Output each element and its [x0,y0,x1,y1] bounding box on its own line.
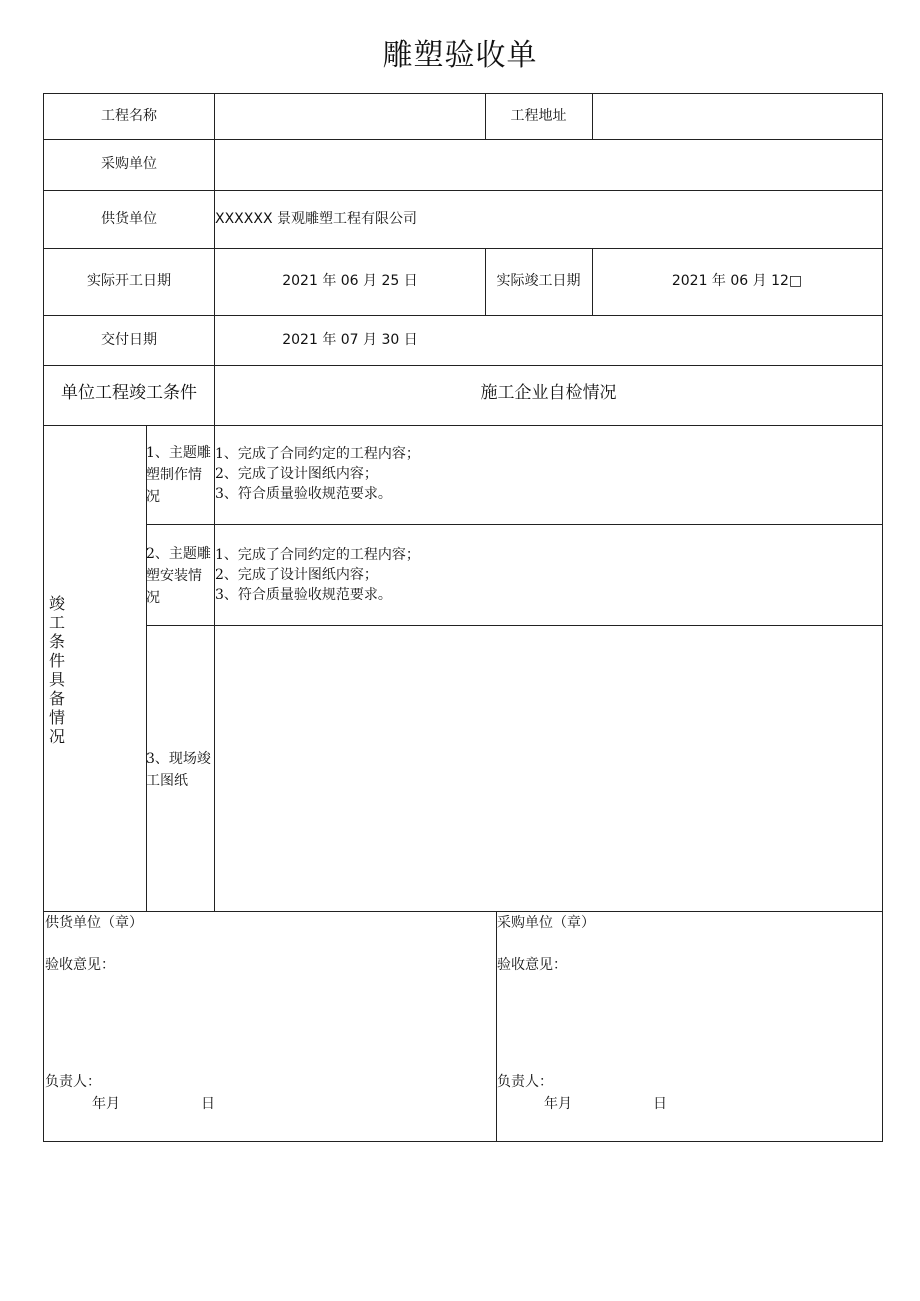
condition-1-line-2: 2、完成了设计图纸内容； [215,466,378,482]
condition-2-line-1: 1、完成了合同约定的工程内容； [215,547,420,563]
page-title: 雕塑验收单 [382,38,538,73]
row-divider [44,139,882,140]
condition-2-line-2: 2、完成了设计图纸内容； [215,567,378,583]
condition-2-line-3: 3、符合质量验收规范要求。 [215,587,392,603]
condition-item-2: 2、主题雕塑安装情况 [146,546,211,606]
row-divider [44,248,882,249]
purchaser-day: 日 [653,1096,667,1112]
row-divider [44,315,882,316]
row-divider [44,190,882,191]
column-divider [496,911,497,1141]
delivery-date-value[interactable]: 2021 年 07 月 30 日 [282,332,418,348]
actual-completion-value[interactable]: 2021 年 06 月 12□ [671,273,803,289]
unit-conditions-header: 单位工程竣工条件 [61,383,197,403]
row-divider [44,425,882,426]
actual-start-label: 实际开工日期 [87,273,171,289]
purchaser-label: 采购单位 [101,156,157,172]
acceptance-form [43,93,883,1142]
condition-item-1: 1、主题雕塑制作情况 [146,445,211,505]
actual-start-value[interactable]: 2021 年 06 月 25 日 [282,273,418,289]
row-divider [146,524,882,525]
condition-item-3: 3、现场竣工图纸 [146,751,211,789]
purchaser-opinion-label: 验收意见： [497,957,567,973]
supplier-year-month: 年月 [92,1096,120,1112]
row-divider [44,365,882,366]
project-address-label: 工程地址 [510,108,567,124]
purchaser-year-month: 年月 [544,1096,572,1112]
supplier-seal-label: 供货单位（章） [45,915,143,931]
condition-detail-2 [215,545,875,605]
purchaser-responsible-label: 负责人： [497,1074,553,1090]
condition-1-line-3: 3、符合质量验收规范要求。 [215,486,392,502]
condition-detail-1 [215,444,875,504]
conditions-vertical-label: 竣工条件具备情况 [48,594,65,746]
actual-completion-label: 实际竣工日期 [496,273,581,289]
supplier-day: 日 [201,1096,215,1112]
supplier-responsible-label: 负责人： [45,1074,101,1090]
drawing-area[interactable] [215,634,875,904]
condition-1-line-1: 1、完成了合同约定的工程内容； [215,446,420,462]
row-divider [146,625,882,626]
supplier-label: 供货单位 [101,211,157,227]
purchaser-seal-label: 采购单位（章） [497,915,595,931]
self-check-header: 施工企业自检情况 [480,383,617,403]
row-divider [44,911,882,912]
column-divider [592,94,593,139]
delivery-date-label: 交付日期 [101,332,157,348]
project-name-label: 工程名称 [101,108,157,124]
supplier-opinion-label: 验收意见： [45,957,115,973]
supplier-value[interactable]: XXXXXX 景观雕塑工程有限公司 [215,211,417,227]
